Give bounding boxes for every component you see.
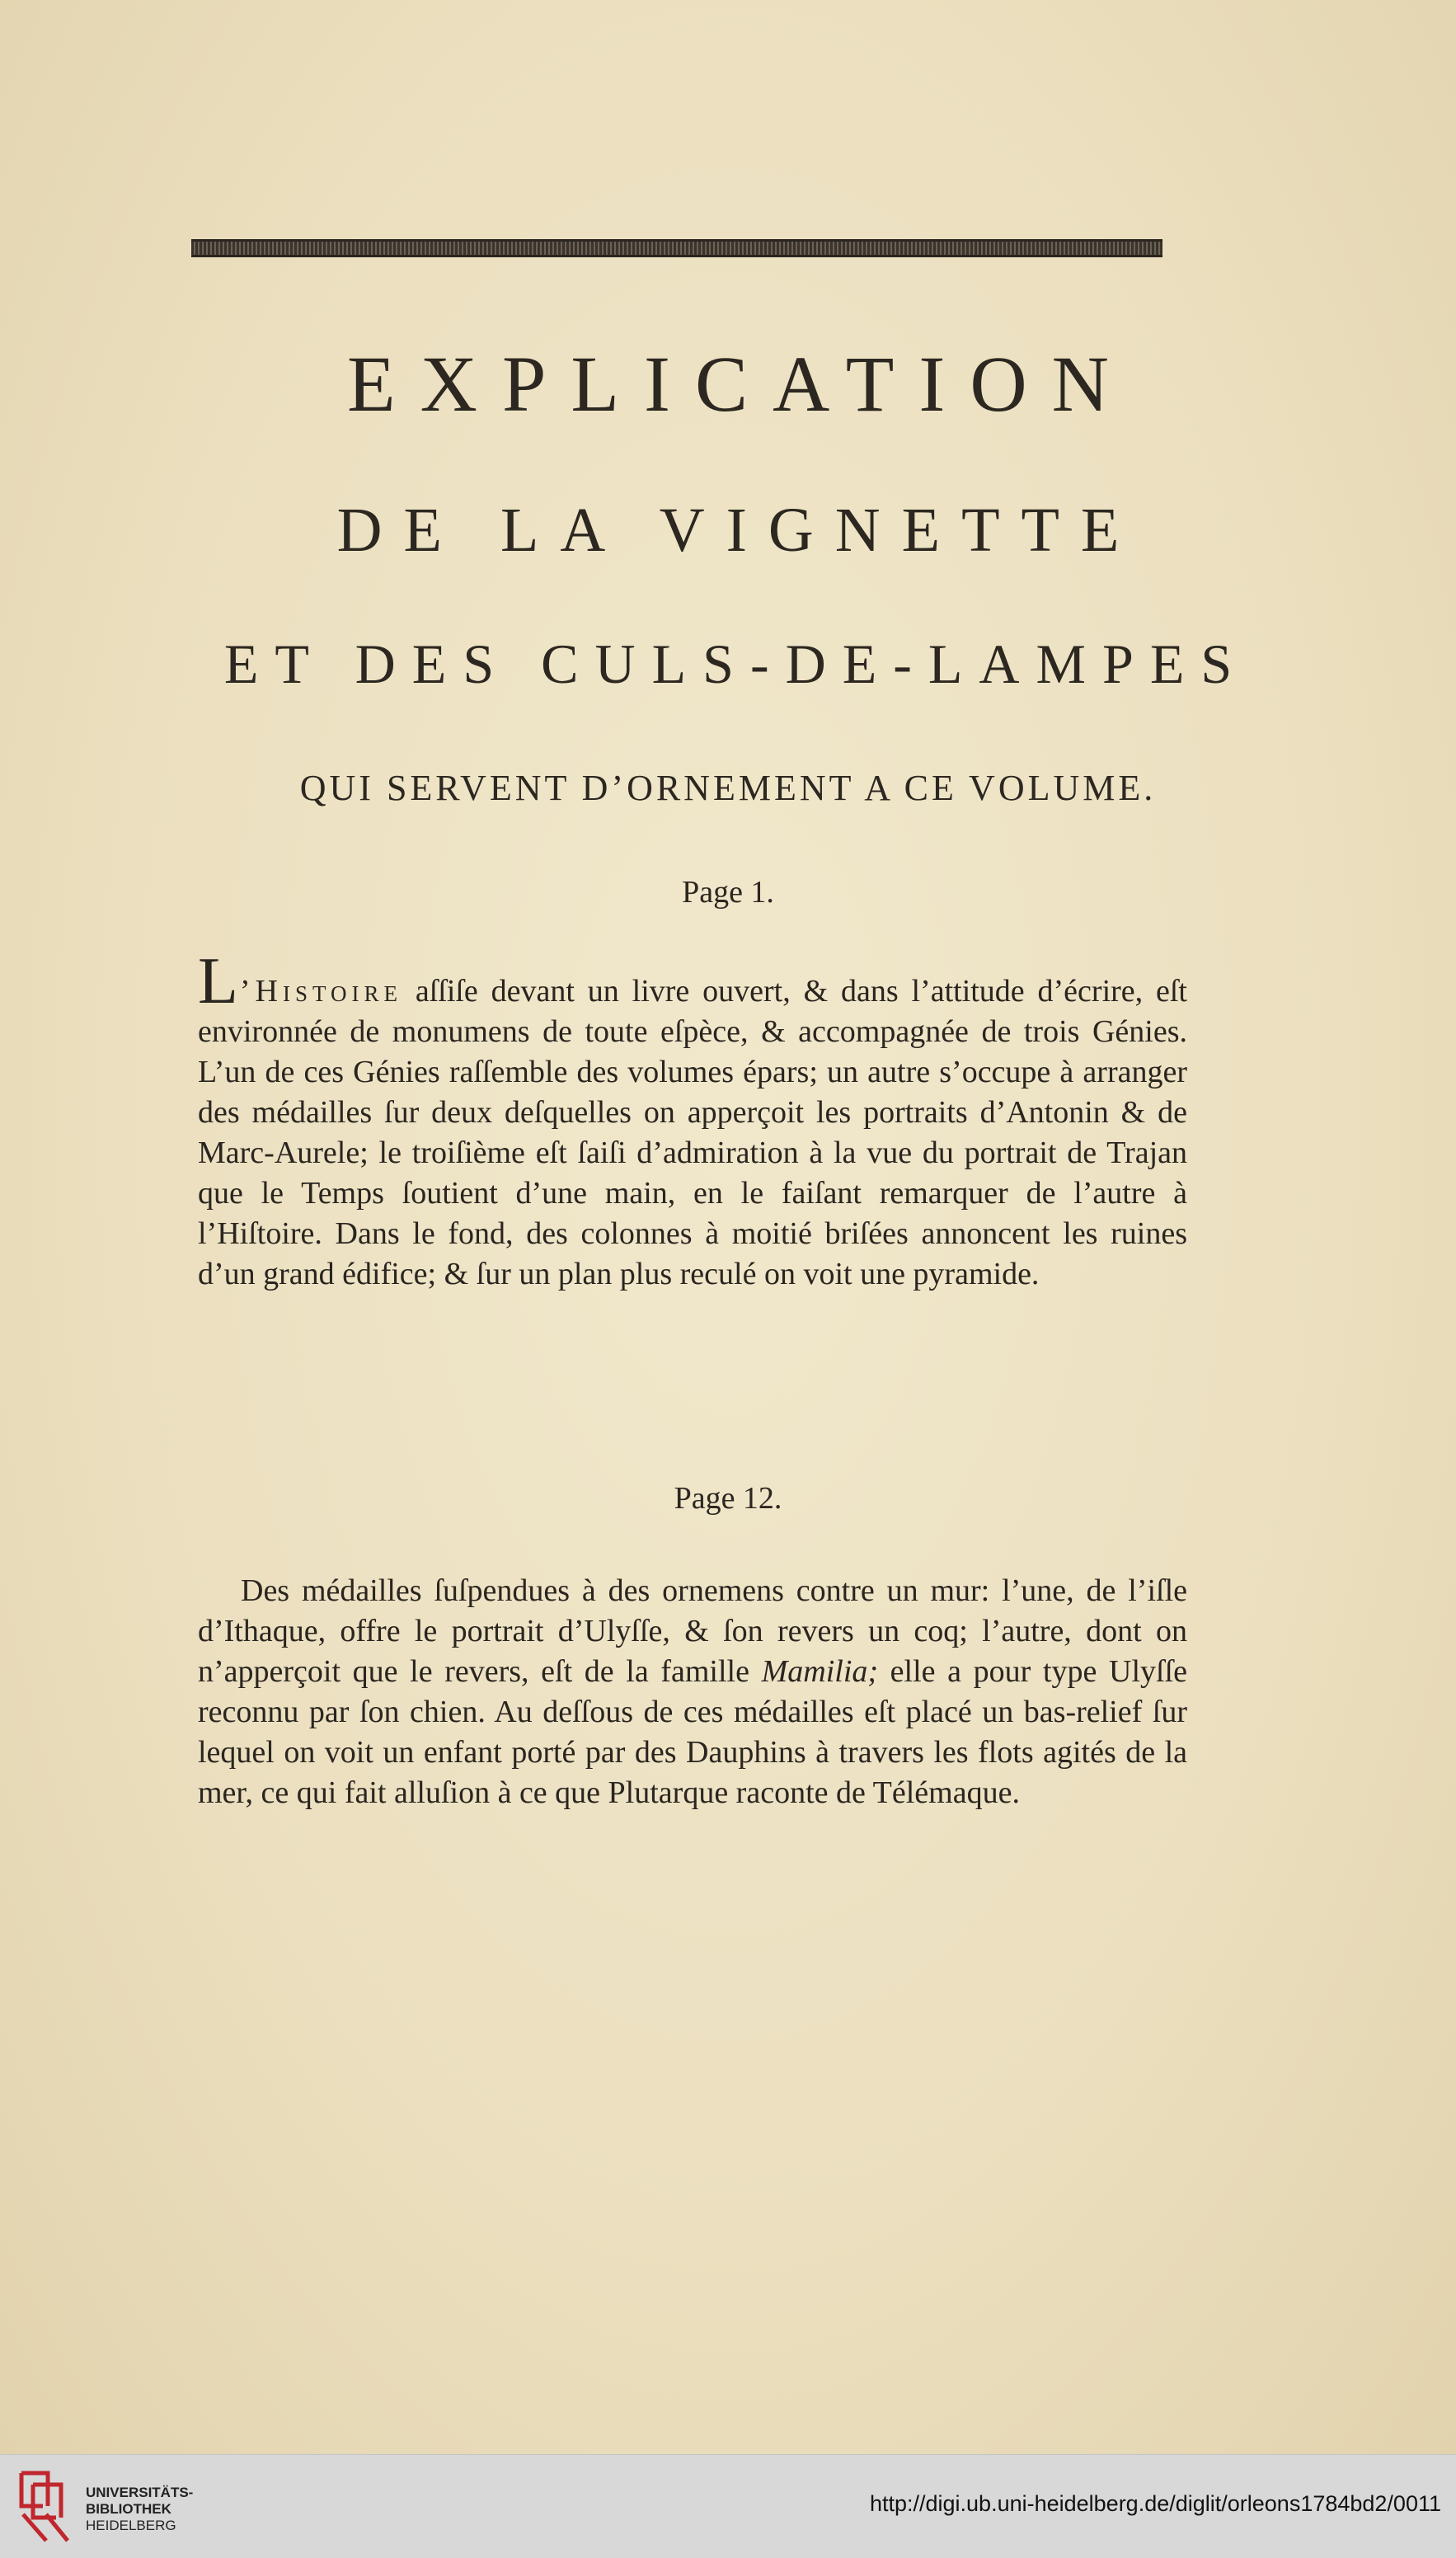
ornamental-rule [191, 239, 1162, 257]
library-name [86, 2485, 193, 2534]
paragraph-page-12 [198, 1571, 1187, 1813]
paragraph-text: aſſiſe devant un livre ouvert, & dans l’attitude d’écrire, eſt environnée de monumens de toute eſpèce, & accompagnée de trois Génies. L’un de ces Génies raſſemble des volumes épars; un autre s’occupe à arranger des médailles ſur deux deſquelles on apperçoit les portraits d’Antonin & de Marc-Aurele; le troiſième eſt ſaiſi d’admiration à la vue du portrait de Trajan que le Temps ſoutient d’une main, en le faiſant remarquer de l’autre à l’Hiſtoire. Dans le fond, des colonnes à moitié briſées annoncent les ruines d’un grand édifice; & ſur un plan plus reculé on voit une pyramide. [198, 974, 1187, 1291]
italic-family-name: Mamilia; [761, 1654, 879, 1689]
viewer-footer [0, 2454, 1456, 2558]
paragraph-text-start: Des médailles ſuſpendues à des ornemens contre un mur: l’une, de l’iſle d’Ithaque, offre le portrait d’Ulyſſe, & ſon revers un coq; l’autre, dont on n’apperçoit que le revers, eſt de la famille [198, 1573, 1187, 1689]
title-vignette: DE LA VIGNETTE [336, 496, 1141, 565]
drop-cap: L [198, 945, 238, 1018]
paragraph-page-1 [198, 945, 1187, 1295]
title-culs-de-lampes: ET DES CULS-DE-LAMPES [223, 632, 1249, 695]
subtitle: QUI SERVENT D’ORNEMENT A CE VOLUME. [299, 768, 1157, 808]
page-reference-12: Page 12. [674, 1481, 782, 1516]
library-name-line-3: HEIDELBERG [86, 2518, 176, 2533]
lead-word: ’Histoire [239, 974, 402, 1009]
library-name-line-1: UNIVERSITÄTS- [86, 2485, 194, 2500]
permalink-url[interactable]: http://digi.ub.uni-heidelberg.de/diglit/orleons1784bd2/0011 [869, 2491, 1441, 2516]
library-name-line-2: BIBLIOTHEK [86, 2501, 171, 2517]
paragraph-text-end: elle a pour type Ulyſſe reconnu par ſon chien. Au deſſous de ces médailles eſt placé un bas-relief ſur lequel on voit un enfant porté par des Dauphins à travers les flots agités de la mer, ce qui fait alluſion à ce que Plutarque raconte de Télémaque. [198, 1654, 1187, 1810]
page-reference-1: Page 1. [682, 875, 774, 910]
university-library-logo-icon [15, 2468, 73, 2546]
title-explication: EXPLICATION [347, 340, 1134, 428]
